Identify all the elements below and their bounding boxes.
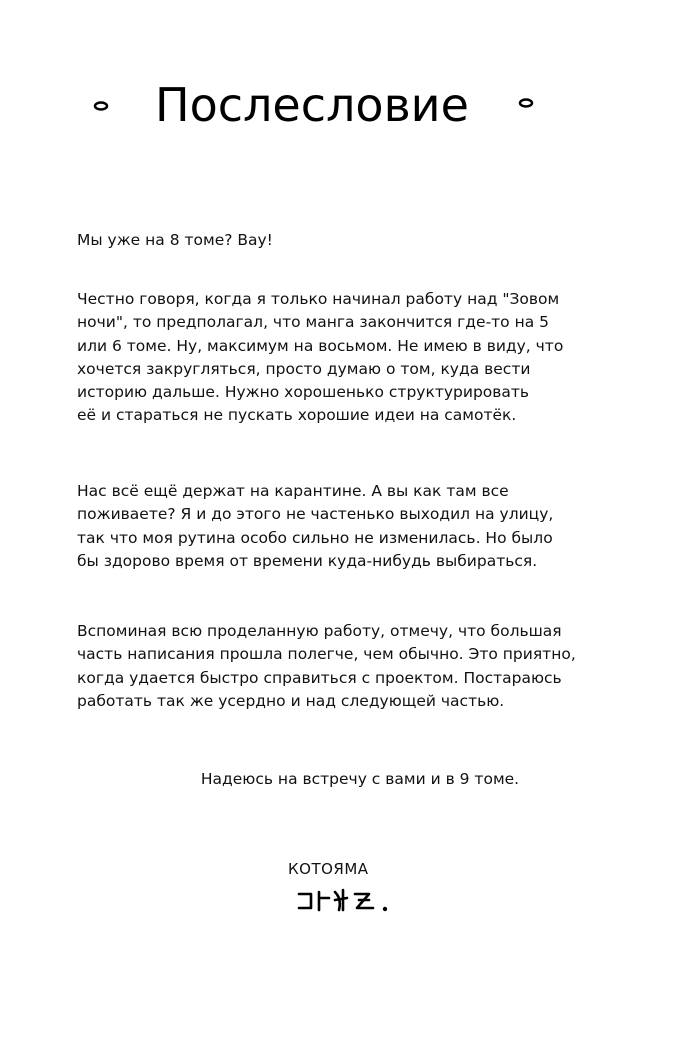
left-ornament-icon bbox=[92, 100, 112, 112]
paragraph-quarantine: Нас всё ещё держат на карантине. А вы как там все поживаете? Я и до этого не частенько выходил на улицу, так что моя рутина особо сильно не изменилась. Но было бы здорово время от времени куда-нибудь выбираться. bbox=[77, 482, 554, 570]
signature-name: КОТОЯМА bbox=[288, 860, 369, 878]
right-ornament-icon bbox=[516, 97, 536, 109]
paragraph-work: Вспоминая всю проделанную работу, отмечу, что большая часть написания прошла полегче, чем обычно. Это приятно, когда удается быстро справиться с проектом. Постараюсь работать так же усердно и над следующей частью. bbox=[77, 622, 576, 710]
paragraph-intro: Мы уже на 8 томе? Вау! bbox=[77, 231, 273, 249]
paragraph-plans: Честно говоря, когда я только начинал работу над "Зовом ночи", то предполагал, что манга закончится где-то на 5 или 6 томе. Ну, максимум на восьмом. Не имею в виду, что хочется закругляться, просто думаю о том, куда вести историю дальше. Нужно хорошенько структурировать её и стараться не пускать хорошие идеи на самотёк. bbox=[77, 290, 564, 425]
page-title: Послесловие bbox=[155, 78, 469, 132]
title-row bbox=[0, 70, 700, 140]
closing-line: Надеюсь на встречу с вами и в 9 томе. bbox=[200, 770, 520, 788]
handwritten-signature bbox=[295, 880, 405, 920]
